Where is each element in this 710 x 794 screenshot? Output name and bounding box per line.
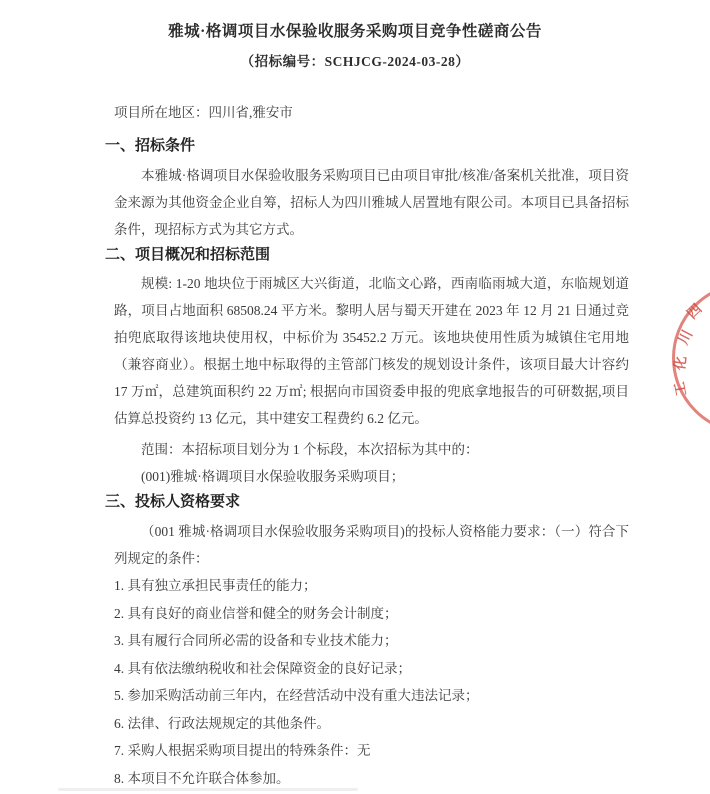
seal-character: 川 [674,327,696,347]
requirement-list [114,572,629,792]
scan-artifact [58,788,358,791]
requirement-item: 7. 采购人根据采购项目提出的特殊条件：无 [114,743,371,758]
tender-scope-paragraph: 范围：本招标项目划分为 1 个标段，本次招标为其中的： [141,442,479,457]
document-header [0,0,710,70]
section-1-heading: 一、招标条件 [105,137,196,154]
qualification-intro-paragraph: （001 雅城·格调项目水保验收服务采购项目)的投标人资格能力要求：（一）符合下列规定的条件： [114,524,629,566]
seal-ring-icon [672,282,710,434]
requirement-item: 8. 本项目不允许联合体参加。 [114,770,290,786]
tender-number: （招标编号：SCHJCG-2024-03-28） [240,54,470,69]
project-scale-paragraph: 规模: 1-20 地块位于雨城区大兴街道，北临文心路，西南临雨城大道，东临规划道路，项目占地面积 68508.24 平方米。黎明人居与蜀天开建在 2023 年 12 月 21 日通过竞拍兜底取得该地块使用权，中标价为 35452.2 万元。该地块使用性质为城镇住宅用地（兼容商业）。根据土地中标取得的主管部门核发的规划设计条件，该项目最大计容约 17 万㎡，总建筑面积约 22 万㎡; 根据向市国资委申报的兜底拿地报告的可研数据,项目估算总投资约 13 亿元，其中建安工程费约 6.2 亿元。 [114,276,629,426]
document-body [105,104,629,792]
seal-character: 四 [683,300,705,322]
requirement-item: 2. 具有良好的商业信誉和健全的财务会计制度； [114,605,398,621]
document-title: 雅城·格调项目水保验收服务采购项目竞争性磋商公告 [168,23,542,40]
tender-lot-paragraph: (001)雅城·格调项目水保验收服务采购项目； [141,469,405,484]
section-1-paragraph: 本雅城·格调项目水保验收服务采购项目已由项目审批/核准/备案机关批准，项目资金来源为其他资金企业自筹，招标人为四川雅城人居置地有限公司。本项目已具备招标条件，现招标方式为其它方式。 [114,168,629,237]
seal-character: 工 [670,380,690,398]
project-location: 项目所在地区：四川省,雅安市 [114,105,293,120]
company-seal [672,282,710,434]
requirement-item: 6. 法律、行政法规规定的其他条件。 [114,715,330,731]
section-3-heading: 三、投标人资格要求 [105,493,241,510]
requirement-item: 4. 具有依法缴纳税收和社会保障资金的良好记录； [114,660,411,676]
requirement-item: 3. 具有履行合同所必需的设备和专业技术能力； [114,633,398,648]
seal-character: 化 [671,354,689,372]
section-2-heading: 二、项目概况和招标范围 [105,246,271,263]
requirement-item: 1. 具有独立承担民事责任的能力； [114,578,317,593]
requirement-item: 5. 参加采购活动前三年内，在经营活动中没有重大违法记录； [114,688,479,703]
